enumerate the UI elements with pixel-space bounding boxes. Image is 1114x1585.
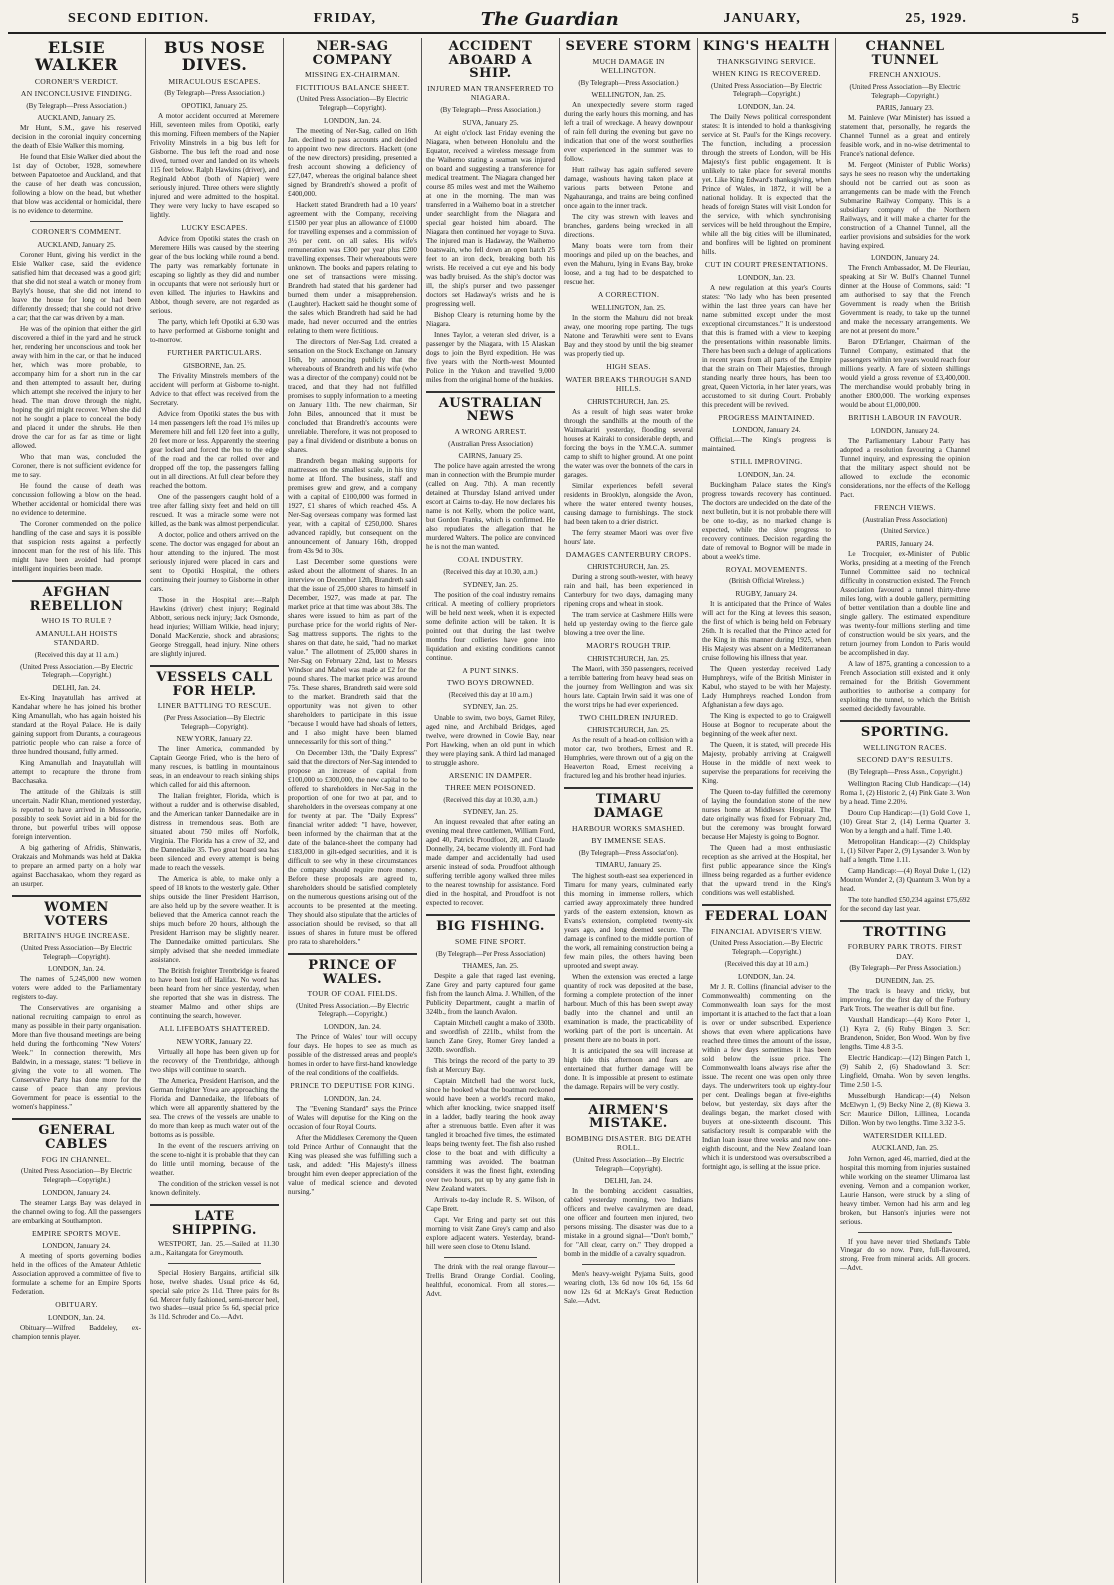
dateline: CHRISTCHURCH, Jan. 25. xyxy=(587,562,670,572)
subheading: SECOND DAY'S RESULTS. xyxy=(857,755,953,765)
page-number: 5 xyxy=(1071,10,1080,27)
credit-line: (By Telegraph—Press Association.) xyxy=(440,105,541,114)
credit-line: (British Official Wireless.) xyxy=(729,577,804,586)
article-paragraph: Baron D'Erlanger, Chairman of the Tunnel Company, estimated that the passengers within ten years would reach four millions yearly. A fare of sixteen shillings would yield a gross revenue of £3,400,000. The merchandise would probably bring in another £800,000. The working expenses would be about £1,000,000. xyxy=(840,338,970,410)
article-paragraph: This brings the record of the party to 39 fish at Mercury Bay. xyxy=(426,1057,555,1075)
subheading: ROYAL MOVEMENTS. xyxy=(725,565,808,574)
subheading: A PUNT SINKS. xyxy=(462,665,519,675)
subheading: FRENCH ANXIOUS. xyxy=(868,70,941,80)
divider xyxy=(150,1204,279,1206)
article-paragraph: M. Fergeot (Minister of Public Works) says he sees no reason why the undertaking should not be carried out as soon as arrangements can be made with the French Submarine Railway Company. This is a subsidiary company of the Northern Railways, and it will make a charter for the construction of a Channel Tunnel, all the earlier provisions and subsidies for the work having expired. xyxy=(840,161,970,251)
article-paragraph: The British freighter Trentbridge is feared to have been lost off Halifax. No word has been heard from her since yesterday, when she reported that she was in distress. The steamer Malmo and other ships are continuing the search, however. xyxy=(150,967,279,1021)
headline: GENERAL CABLES xyxy=(38,1123,115,1153)
headline: FEDERAL LOAN xyxy=(704,909,829,925)
article-paragraph: He found that Elsie Walker died about the 1st day of October, 1928, somewhere between Papatoetoe and Auckland, and that the cause of her death was concussion, following a blow on the head, but whether that blow was accidental or homicidal, there is no evidence to determine. xyxy=(12,153,141,216)
article-paragraph: The meeting of Ner-Sag, called on 16th Jan. declined to pass accounts and decided to appoint two new directors. Hackett (one of the new directors) presiding, presented a fresh account showing a deficiency of £27,047, whereas the original balance sheet signed by Brandreth's showed a profit of £400,000. xyxy=(288,126,417,198)
subheading: FINANCIAL ADVISER'S VIEW. xyxy=(711,926,822,936)
article-paragraph: The Conservatives are organising a national recruiting campaign to enrol as many as possible in their party organisation. More than five thousand meetings are being held during the forthcoming "New Voters' Week." In connection therewith, Mrs Baldwin, in a message, states: "I believe in giving the vote to all women. The Conservative Party has done more for the cause of peace than any previous Government for peace is essential to the women's happiness." xyxy=(12,1004,141,1112)
headline: LATE SHIPPING. xyxy=(172,1208,257,1238)
dateline: GISBORNE, Jan. 25. xyxy=(183,360,246,370)
article-paragraph: On December 13th, the "Daily Express" said that the directors of Ner-Sag intended to propose an increase of capital from £100,000 to £300,000, the new capital to be offered to shareholders in Ner-Sag in the proportion of one for two at par, and to shareholders in the overseas company at one for twenty at par. The "Daily Express" financial writer added: "I have, however, been informed by the chairman that at the date of the balance-sheet the company had £183,000 in gilt-edged securities, and it is difficult to see why in these circumstances the company should require more money. Before these proposals are agreed to, shareholders should be satisfied completely on the numerous questions arising out of the accounts to be presented at the meeting. They should also stipulate that the articles of association should be revised, so that all issues of shares in future must be offered pro rata to shareholders." xyxy=(288,748,417,946)
dateline: CHRISTCHURCH, Jan. 25. xyxy=(587,725,670,735)
subheading: A CORRECTION. xyxy=(597,290,660,300)
divider xyxy=(426,391,555,393)
article-paragraph: Despite a gale that raged last evening, Zane Grey and party captured four game fish from the launch Alma. J. Whillen, of the Publicity Department, caught a marlin of 324lb., from the launch Avalon. xyxy=(426,972,555,1017)
divider xyxy=(702,904,831,906)
credit-line: (Per Press Association—By Electric Telegraph—Copyright). xyxy=(163,713,266,731)
article-paragraph: Arrivals to-day include R. S. Wilson, of Cape Brett. xyxy=(426,1196,555,1214)
article-paragraph: Obituary—Wilfred Baddeley, ex-champion tennis player. xyxy=(12,1324,141,1342)
article-paragraph: After the Middlesex Ceremony the Queen told Prince Arthur of Connaught that the King was pleased she was fulfilling such a task, and added: "His Majesty's illness brought him even deeper appreciation of the value of medical science and devoted nursing." xyxy=(288,1133,417,1196)
credit-line: (By Telegraph—Press Association.) xyxy=(164,89,265,98)
issue-date: 25, 1929. xyxy=(905,11,967,26)
article-paragraph: Similar experiences befell several residents in Brooklyn, alongside the Avon, where the water entered twenty houses, causing damage to furnishings. The stock had been taken to a drier district. xyxy=(564,481,693,526)
headline: VESSELS CALL FOR HELP. xyxy=(156,670,273,699)
subheading: TWO CHILDREN INJURED. xyxy=(578,712,679,722)
dateline: LONDON, January 24. xyxy=(42,1241,111,1251)
credit-line: (United Press Association—By Electric Telegraph—Copyright). xyxy=(572,1155,684,1173)
dateline: RUGBY, January 24. xyxy=(735,589,798,599)
subheading: A WRONG ARREST. xyxy=(454,427,527,437)
subheading: FURTHER PARTICULARS. xyxy=(167,348,262,358)
column-6 xyxy=(698,38,836,1583)
subheading: BOMBING DISASTER. BIG DEATH ROLL. xyxy=(565,1133,692,1153)
article-paragraph: He found the cause of death was concussion following a blow on the head. Whether accidental or homicidal there was no evidence to determine. xyxy=(12,482,141,518)
article-paragraph: One of the passengers caught hold of a tree after falling sixty feet and held on till rescued. It was a miracle some were not killed, as the bank was almost perpendicular. xyxy=(150,493,279,529)
credit-line: (United Press Association—By Electric Telegraph—Copyright.) xyxy=(849,82,961,100)
subheading: SOME FINE SPORT. xyxy=(454,937,527,947)
issue-month: JANUARY, xyxy=(723,11,801,26)
divider xyxy=(840,920,970,922)
article-paragraph: As a result of high seas water broke through the sandhills at the mouth of the Waimakariri yesterday, flooding several houses at Kairaki to considerable depth, and forcing the boys in the Y.M.C.A. summer camp to shift to higher ground. At one point the water was over the bonnets of the cars in garages. xyxy=(564,407,693,479)
article-paragraph: The directors of Ner-Sag Ltd. created a sensation on the Stock Exchange on January 16th, by announcing publicly that the whereabouts of Brandreth and his wife (who was a director of the company) could not be traced, and that they had not fulfilled promises to supply information to a meeting on January 11th. The new chairman, Sir John Biles, announced that it must be concluded that Brandreth's accounts were unreliable. Therefore, it was not proposed to pay a final dividend or distribute a bonus on shares. xyxy=(288,337,417,454)
article-paragraph: The America, President Harrison, and the German freighter Yowa are approaching the Florida and Dannedaike, the lifeboats of which were all apparently shattered by the sea. The crews of the vessels are unable to do more than keep as much water out of the bottoms as is possible. xyxy=(150,1076,279,1139)
article-paragraph: Coroner Hunt, giving his verdict in the Elsie Walker case, said the evidence satisfied him that deceased was a good girl; that she did not steal a watch or money from Bayly's house, that she did not intend to leave the house for long or had been differently dressed; that she could not drive a car; that the car was driven by a man. xyxy=(12,251,141,323)
advertisement: If you have never tried Shetland's Table Vinegar do so now. Pure, full-flavoured, strong. Free from mineral acids. All grocers.—Advt. xyxy=(840,1237,970,1272)
article-paragraph: The position of the coal industry remains critical. A meeting of colliery proprietors will be held next week, when it is expected some definite action will be taken. It is pointed out that during the last twelve months four collieries have gone into liquidation and existing conditions cannot continue. xyxy=(426,590,555,662)
dateline: LONDON, Jan. 24. xyxy=(738,102,795,112)
subheading: TWO BOYS DROWNED. xyxy=(446,678,535,688)
dateline: WELLINGTON, Jan. 25. xyxy=(591,90,666,100)
dateline: AUCKLAND, Jan. 25. xyxy=(871,1143,939,1153)
article-paragraph: An inquest revealed that after eating an evening meal three cattlemen, William Ford, aged 40, Patrick Proudfoot, 28, and Claude Donnelly, 24, became violently ill. Ford had made damper and accidentally had used arsenic instead of soda. Proudfoot although suffering terrible agony walked three miles to the nearest township for assistance. Ford died in the hospital, and Proudfoot is not expected to recover. xyxy=(426,818,555,908)
divider xyxy=(444,1257,537,1258)
subheading: EMPIRE SPORTS MOVE. xyxy=(31,1228,121,1238)
subheading: THREE MEN POISONED. xyxy=(445,783,536,793)
article-paragraph: The Coroner commended on the police handling of the case and says it is possible that suspicion rests against a perfectly innocent man for the rest of his life. This might have been avoided had prompt intelligent inquiries been made. xyxy=(12,520,141,574)
article-paragraph: Advice from Opotiki states the crash on Meremere Hills was caused by the steering gear of the bus locking while round a bend. The party was remarkably fortunate in escaping so lightly as they did and number in occupants that were not seriously hurt or even killed. The injuries to Hawkins and Abbot, though severe, are not regarded as serious. xyxy=(150,235,279,316)
dateline: LONDON, Jan. 24. xyxy=(738,971,795,981)
article-paragraph: In the storm the Mahuru did not break away, one mooring rope parting. The tugs Natone and Terawhiti were sent to Evans Bay and they stood by until the big steamer was properly tied up. xyxy=(564,314,693,359)
subheading: HARBOUR WORKS SMASHED. xyxy=(571,823,685,833)
article-paragraph: Capt. Ver Ering and party set out this morning to visit Zane Grey's camp and also explore adjacent waters. Yesterday, brand-hill were seen close to Otenu Island. xyxy=(426,1216,555,1252)
advertisement: Men's heavy-weight Pyjama Suits, good wearing cloth, 13s 6d now 10s 6d, 15s 6d now 12s 6d at McKay's Great Reduction Sale.—Advt. xyxy=(564,1270,693,1305)
article-paragraph: It is anticipated the sea will increase at high tide this afternoon and fears are entertained that further damage will be done. It is impossible at present to estimate the damage. Repairs will be very costly. xyxy=(564,1046,693,1091)
subheading: BY IMMENSE SEAS. xyxy=(591,836,666,846)
dateline: CHRISTCHURCH, Jan. 25. xyxy=(587,653,670,663)
dateline: SUVA, January 25. xyxy=(462,117,519,127)
divider xyxy=(426,914,555,916)
edition-label: SECOND EDITION. xyxy=(68,11,210,26)
subheading: BRITAIN'S HUGE INCREASE. xyxy=(23,931,130,941)
headline: AUSTRALIAN NEWS xyxy=(438,395,543,425)
credit-line: (By Telegraph—Per Press Association) xyxy=(435,949,546,958)
article-paragraph: During a strong south-wester, with heavy rain and hail, has been experienced in Canterbury for two days, damaging many ripening crops and wheat in stook. xyxy=(564,573,693,609)
credit-line: (Received this day at 10 a.m.) xyxy=(448,690,533,699)
article-paragraph: M. Painleve (War Minister) has issued a statement that, personally, he regards the Channel Tunnel as a great and entirely feasible work, and in no-wise detrimental to France's national defence. xyxy=(840,114,970,159)
article-paragraph: Ex-King Inayatullah has arrived at Kandahar where he has joined his brother King Amanullah, who has again hoisted his standard at the Royal Palace. He is daily gaining support from Durants, a courageous patriotic people who can raise a force of three hundred thousand, fully armed. xyxy=(12,694,141,757)
dateline: LONDON, Jan. 24. xyxy=(738,469,795,479)
credit-line: (By Telegraph—Press Association.) xyxy=(26,101,127,110)
headline: PRINCE OF WALES. xyxy=(308,957,397,987)
subheading: HIGH SEAS. xyxy=(606,362,651,372)
column-7 xyxy=(836,38,974,1583)
subheading: LINER BATTLING TO RESCUE. xyxy=(157,701,272,711)
headline: KING'S HEALTH xyxy=(702,39,831,54)
article-paragraph: John Vernon, aged 46, married, died at the hospital this morning from injuries sustained while working on the steamer Ulimaroa last evening. Vernon and a companion worker, Laurie Hanson, were struck by a sling of heavy timber. Vernon had his arm and leg broken, but Hanson's injuries were not serious. xyxy=(840,1154,970,1226)
dateline: DELHI, Jan. 24. xyxy=(604,1176,653,1186)
headline: TIMARU DAMAGE xyxy=(593,792,664,822)
subheading: TOUR OF COAL FIELDS. xyxy=(307,989,398,999)
credit-line: (Australian Press Association) xyxy=(448,439,533,448)
divider xyxy=(858,1232,952,1233)
article-paragraph: Electric Handicap:—(12) Bingen Patch 1, (9) Sahib 2, (6) Shadowland 3. Scr: Lingfield, Omaha. Won by seven lengths. Time 2.50 1-5. xyxy=(840,1054,970,1089)
article-paragraph: A doctor, police and others arrived on the scene. The doctor was engaged for about an hour attending to the injured. The most seriously injured were placed in cars and sent to Opotiki Hospital, the others continuing their journey to Gisborne in other cars. xyxy=(150,531,279,594)
column-2 xyxy=(146,38,284,1583)
subheading: OBITUARY. xyxy=(55,1300,98,1310)
article-paragraph: Last December some questions were asked about the allotment of shares. In an interview on December 12th, Brandreth said that the issue of 25,000 shares to himself in December, 1927, was made at par. The market price at that time was about 38s. The shares were issued to him as part of the purchase price for the world rights of Ner-Sag mattress supports. The rights to the shares on that date, he said, "had no market value." The allotment of 25,000 shares in Ner-Sag on February 22nd, last to Messrs Windsor and Mabel was made at £2 for the pound shares. The market price was around 75s. These shares, Brandreth said were sold to the market. Brandreth said that the opportunity was not given to other shareholders to participate in this issue "because I would have had shoals of letters, and I also might have been blamed unnecessarily for this sort of thing." xyxy=(288,557,417,746)
divider xyxy=(12,1118,141,1120)
headline: SEVERE STORM xyxy=(565,39,692,54)
dateline: LONDON, Jan. 23. xyxy=(738,272,795,282)
article-paragraph: Musselburgh Handicap:—(4) Nelson McElwyn 1, (9) Becky Nine 2, (8) Kiewa 3. Scr: Maurice Dillon, Lillinea, Locanda Dillon. Won by two lengths. Time 3.32 3-5. xyxy=(840,1092,970,1127)
article-paragraph: A new regulation at this year's Courts states: "No lady who has been presented within the last three years can have her name submitted except under the most exceptional circumstances." It is understood that this is framed with a view to keeping the presentations within reasonable limits. There has been such a deluge of applications in recent years from all parts of the Empire that the strain on Their Majesties, through standing nearly three hours, has been too great, Queen Victoria, in her later years, was accustomed to sit during Court. Probably this precedent will be revived. xyxy=(702,283,831,409)
dateline: LONDON, January 24. xyxy=(732,425,801,435)
credit-line: (Received this day at 10 a.m.) xyxy=(724,959,809,968)
article-paragraph: The Prince of Wales' tour will occupy four days. He hopes to see as much as possible of the distressed areas and people's homes in order to have first-hand knowledge of the real conditions of the coalfields. xyxy=(288,1033,417,1078)
article-paragraph: Brandreth began making supports for mattresses on the smallest scale, in his tiny home at Ilford. The business, staff and premises grew and grew, and a company with a capital of £100,000 was formed in 1927, £1 shares of which reached 45s. A Ner-Sag overseas company was formed last year, with a capital of £250,000. Shares advanced rapidly, but consequent on the announcement of January 16th, dropped from 43s 9d to 30s. xyxy=(288,456,417,555)
headline: ACCIDENT ABOARD A SHIP. xyxy=(448,39,533,82)
subheading: STILL IMPROVING. xyxy=(730,457,803,467)
article-paragraph: The city was strewn with leaves and branches, gardens being wrecked in all directions. xyxy=(564,213,693,240)
article-paragraph: An unexpectedly severe storm raged during the early hours this morning, and has left a trail of wreckage. A heavy downpour of rain fell during the evening but gave no indication that one of the worst southerlies ever experienced in the summer was to follow. xyxy=(564,101,693,164)
headline: SPORTING. xyxy=(860,725,950,741)
credit-line: (United Press Association.—By Electric Telegraph.—Copyright.) xyxy=(20,662,133,680)
article-paragraph: As the result of a head-on collision with a motor car, two brothers, Ernest and R. Humphries, were thrown out of a gig on the Heaverton Road, Ernest receiving a fractured leg and his brother head injuries. xyxy=(564,736,693,781)
subheading: PROGRESS MAINTAINED. xyxy=(718,412,815,422)
article-paragraph: The Daily News political correspondent states: It is intended to hold a thanksgiving service at St. Paul's for the Kings recovery. The function, including a procession through the streets of London, will be His Majesty's first public engagement. It is unlikely to take place for several months yet. Like King Edward's thanksgiving, when Prince of Wales, in 1872, it will be a national holiday. It is expected that the heads of foreign States will visit London for the service, with which synchronising services will be held throughout the Empire, while all the big cities will be illuminated, and bonfires will be lighted on prominent hills. xyxy=(702,113,831,257)
article-paragraph: Mr J. R. Collins (financial adviser to the Commonwealth) commenting on the Commonwealth loan says for the most important it is attached to the fact that a loan is over or under subscribed. Experience shows that even where applications have reached three times the amount of the issue, within a few days sometimes it has been sold below the issue price. The Commonwealth loans always rise after the issue. The recent one was open only three days. The underwriters took up eighty-four per cent. Dealings began at five-eighths below, but yesterday, six days after the dealings began, the market closed with buyers at one-sixteenth discount. This satisfactory result is comparable with the Indian loan issue three weeks and now one-eighth discount, and the New Zealand loan which it is understood was oversubscribed a fortnight ago, is selling at the issue price. xyxy=(702,982,831,1171)
article-paragraph: Who that man was, concluded the Coroner, there is not sufficient evidence for me to say. xyxy=(12,453,141,480)
article-paragraph: The Queen had a most enthusiastic reception as she arrived at the Hospital, her first public appearance since the King's illness being regarded as a further evidence that the upward trend in the King's conditions was well established. xyxy=(702,844,831,898)
dateline: WELLINGTON, Jan. 25. xyxy=(591,302,666,312)
issue-day: FRIDAY, xyxy=(313,11,377,26)
article-paragraph: A law of 1875, granting a concession to a French Association still existed and it only remained for the British Government authorities to authorise a company for exploiting the tunnel, to which the British seemed decidedly favourable. xyxy=(840,660,970,714)
subheading: MUCH DAMAGE IN WELLINGTON. xyxy=(592,56,665,76)
credit-line: (By Telegraph—Per Press Association.) xyxy=(849,964,961,973)
column-1 xyxy=(8,38,146,1583)
subheading: LUCKY ESCAPES. xyxy=(181,222,248,232)
subheading: MAORI'S ROUGH TRIP. xyxy=(586,641,671,651)
headline: WOMEN VOTERS xyxy=(44,900,109,929)
dateline: PARIS, January 23. xyxy=(876,103,934,113)
article-paragraph: Douro Cup Handicap:—(1) Gold Cove 1, (10) Great Star 2, (14) Lerma Quarter 3. Won by a length and a half. Time 1.40. xyxy=(840,808,970,835)
article-paragraph: Unable to swim, two boys, Garnet Riley, aged nine, and Archibald Bridges, aged twelve, were drowned in Cowie Bay, near Port Hawking, when an old punt in which they were playing sank. A third lad managed to struggle ashore. xyxy=(426,713,555,767)
divider xyxy=(12,580,141,582)
article-paragraph: Virtually all hope has been given up for the recovery of the Trentbridge, although two ships will continue to search. xyxy=(150,1047,279,1074)
subheading: CUT IN COURT PRESENTATIONS. xyxy=(704,260,829,270)
divider xyxy=(582,1264,675,1265)
subheading: WATERSIDER KILLED. xyxy=(863,1131,947,1140)
dateline: DELHI, Jan. 24. xyxy=(52,683,101,692)
column-4 xyxy=(422,38,560,1583)
article-paragraph: The party, which left Opotiki at 6.30 was to have performed at Gisborne tonight and to-morrow. xyxy=(150,318,279,345)
subheading: THANKSGIVING SERVICE. xyxy=(717,56,816,66)
article-paragraph: Metropolitan Handicap:—(2) Childsplay 1, (1) Silver Paper 2, (9) Lysander 3. Won by half a length. Time 1.11. xyxy=(840,837,970,864)
article-paragraph: When the extension was erected a large quantity of rock was deposited at the base, forming a complete protection of the inner harbour. Much of this has been swept away badly into the channel and until an examination is made, the practicability of working part of the port is uncertain. At present there are no boats in port. xyxy=(564,972,693,1044)
subheading: MIRACULOUS ESCAPES. xyxy=(168,76,261,86)
subheading: BRITISH LABOUR IN FAVOUR. xyxy=(848,413,962,423)
subheading: COAL INDUSTRY. xyxy=(457,555,524,565)
article-paragraph: It is anticipated that the Prince of Wales will act for the King at levees this season, the first of which is being held on February 26th. It is recalled that the Prince acted for the King in this manner during 1925, when His Majesty was absent on a Mediterranean cruise following his illness that year. xyxy=(702,600,831,663)
article-paragraph: Mr Hunt, S.M., gave his reserved decision in the coronial inquiry concerning the death of Elsie Walker this morning. xyxy=(12,124,141,151)
subheading: ARSENIC IN DAMPER. xyxy=(448,770,533,780)
headline: AIRMEN'S MISTAKE. xyxy=(588,1102,669,1132)
article-paragraph: Le Trocquier, ex-Minister of Public Works, presiding at a meeting of the French Tunnel Committee said no technical difficulty in construction existed. The French Association favoured a tunnel thirty-three miles long, with a double gallery, permitting of better ventilation than a double line and single gallery. The estimated expenditure was twenty-four millions sterling and time of construction would be six years, and the return journey from London to Paris would be accomplished in day. xyxy=(840,550,970,658)
article-paragraph: The Queen, it is stated, will precede His Majesty, probably arriving at Craigwell House in the middle of next week to supervise the preparations for receiving the King. xyxy=(702,741,831,786)
article-paragraph: The Italian freighter, Florida, which is without a rudder and is otherwise disabled, and the American tanker Dannedaike are in distress in tremendous seas. Both are situated about 750 miles off Norfolk, Virginia. The Florida has a crew of 32, and the Dannedaike 35. Two great board sea has been silenced and every attempt is being made to reach the vessels. xyxy=(150,792,279,873)
dateline: DUNEDIN, Jan. 25. xyxy=(875,975,935,985)
subheading: FRENCH VIEWS. xyxy=(874,503,936,513)
columns xyxy=(8,38,1106,1583)
dateline: THAMES, Jan. 25. xyxy=(462,961,519,971)
subheading: CORONER'S COMMENT. xyxy=(31,227,122,237)
article-paragraph: At eight o'clock last Friday evening the Niagara, when between Honolulu and the Equator, received a wireless message from the Waihemo stating a seaman was injured on board and suggesting a transference for medical treatment. The Niagara changed her course 85 miles west and met the Waihemo at one in the morning. The man was transferred in a Waihemo boat in a stretcher under searchlight from the Niagara and special gear hoisted him aboard. The Niagara then continued her voyage to Suva. The injured man is Hadaway, the Waihemo boatswain, who fell down an open hatch 25 feet to an iron deck, breaking both his wrists. He received a cut eye and his body was badly bruised. As the ship's doctor was ill, the ship's purser and two passenger doctors set Hadaway's wrists and he is progressing well. xyxy=(426,128,555,308)
subheading: FICTITIOUS BALANCE SHEET. xyxy=(295,82,410,92)
article-paragraph: The Queen to-day fulfilled the ceremony of laying the foundation stone of the new nurses home at Middlesex Hospital. The date originally was fixed for February 2nd, but the ceremony was brought forward because Her Majesty is going to Bognor. xyxy=(702,788,831,842)
headline: AFGHAN REBELLION xyxy=(29,585,124,614)
subheading: ALL LIFEBOATS SHATTERED. xyxy=(159,1024,270,1034)
dateline: NEW YORK, January 22. xyxy=(176,1036,253,1046)
subheading: WATER BREAKS THROUGH SAND HILLS. xyxy=(565,374,692,394)
dateline: SYDNEY, Jan. 25. xyxy=(463,702,518,712)
article-paragraph: The Queen yesterday received Lady Humphreys, wife of the British Minister in Kabul, who stayed to be with her Majesty. Lady Humphreys reached London from Afghanistan a few days ago. xyxy=(702,665,831,710)
subheading: PRINCE TO DEPUTISE FOR KING. xyxy=(290,1081,415,1091)
subheading: WELLINGTON RACES. xyxy=(863,742,947,752)
credit-line: (Australian Press Association) xyxy=(862,515,948,524)
article-paragraph: Advice from Opotiki states the bus with 14 men passengers left the road 1½ miles up Meremere hill and fell 120 feet into a gully, 20 feet more or less. Apparently the steering gear locked and forced the bus to the edge of the road and the car rolled over and dropped off the top, the passengers falling out in all directions. At full clear before they reached the bottom. xyxy=(150,410,279,491)
article-paragraph: The liner America, commanded by Captain George Fried, who is the hero of many rescues, is battling in mountainous seas, in an endeavour to reach sinking ships which called for aid this afternoon. xyxy=(150,745,279,790)
article-paragraph: Those in the Hospital are:—Ralph Hawkins (driver) chest injury; Reginald Abbott, serious neck injury; Jack Osmonde, head injuries; William Wilkie, head injury; Donald MacKenzie, shock and abrasions; George Streggall, head injury. Nine others are slightly injured. xyxy=(150,596,279,659)
column-5 xyxy=(560,38,698,1583)
dateline: LONDON, Jan. 24. xyxy=(48,1312,105,1322)
dateline: CAIRNS, January 25. xyxy=(458,451,523,461)
article-paragraph: The highest south-east sea experienced in Timaru for many years, culminated early this morning in immense rollers, which carried away approximately three hundred yards of the eastern extension, known as Evans's extension, completed twenty-six years ago, and long deemed secure. The damage is confined to the middle portion of the work, all remaining construction being a few main piles, the others having been uprooted and swept away. xyxy=(564,871,693,970)
dateline: LONDON, January 24. xyxy=(870,253,940,263)
dateline: LONDON, Jan. 24. xyxy=(324,1022,381,1032)
article-paragraph: King Amanullah and Inayatullah will attempt to recapture the throne from Bacchasaka. xyxy=(12,759,141,786)
headline: TROTTING xyxy=(863,924,947,940)
credit-line: (By Telegraph—Press Assn., Copyright.) xyxy=(847,767,963,776)
article-paragraph: The police have again arrested the wrong man in connection with the Brumpie murder (called on Aug. 7th). A man recently detained at Thursday Island arrived under escort at Cairns to-day. He now declares his name is not Kelly, whom the police want, but Gordon Franks, which is confirmed. He also repudiates the allegation that he murdered Walters. The police are convinced he is not the man wanted. xyxy=(426,462,555,552)
dateline: LONDON, January 24. xyxy=(870,425,940,435)
article-paragraph: Hutt railway has again suffered severe damage, washouts having taken place at various parts between Petone and Ngahauranga, and trains are being confined once again to the inner track. xyxy=(564,166,693,211)
article-paragraph: The names of 5,245,000 new women voters were added to the Parliamentary registers to-day. xyxy=(12,975,141,1002)
column-3 xyxy=(284,38,422,1583)
credit-line: (United Press Association.—By Electric Telegraph.—Copyright.) xyxy=(296,1001,409,1019)
article-paragraph: Captain Mitchell had the worst luck, since he hooked what the boatman reckoned would have been a world's record mako, which after knocking, twice snapped itself in a ladder, badly tearing the hook away after a strenuous battle. Even after it was tangled it broached five times, the estimated leaps being twenty feet. The fish also rushed close to the boat and with difficulty a ramming was avoided. The boatman considers it was the finest fight, extending over two hours, put up by any game fish in New Zealand waters. xyxy=(426,1077,555,1194)
headline: BUS NOSE DIVES. xyxy=(164,38,265,74)
divider xyxy=(840,720,970,722)
subheading: WHO IS TO RULE ? xyxy=(41,616,112,626)
divider xyxy=(30,221,123,222)
article-paragraph: The attitude of the Ghilzais is still uncertain. Nadir Khan, mentioned yesterday, is reported to have arrived in Mussoorie, possibly to seek Soviet aid in a bid for the throne, but powerful tribes will oppose foreign intervention. xyxy=(12,788,141,842)
article-paragraph: The "Evening Standard" says the Prince of Wales will deputise for the King on the occasion of four Royal Courts. xyxy=(288,1104,417,1131)
subheading: DAMAGES CANTERBURY CROPS. xyxy=(565,549,692,559)
article-paragraph: The Frivality Minstrels members of the accident will perform at Gisborne to-night. Advice to that effect was received from the Secretary. xyxy=(150,372,279,408)
article-paragraph: A big gathering of Afridis, Shinwaris, Orakzais and Mohmands was held at Dakka to prepare an armed party on a holy war against Bacchasakao, whom they regard as an usurper. xyxy=(12,844,141,889)
article-paragraph: In the bombing accident casualties, cabled yesterday morning, two Indians officers and twelve cavalrymen are dead, one officer and fourteen men injured, two persons missing. The disaster was due to a mistake in a ground signal—"Don't bomb," for "All clear, carry on." They dropped a bomb in the middle of a cavalry squadron. xyxy=(564,1187,693,1259)
article-paragraph: Hackett stated Brandreth had a 10 years' agreement with the Company, receiving £1500 per year plus an allowance of £1000 for travelling expenses and a commission of 3½ per cent. on all sales. His wife's remuneration was £300 per year plus £200 travelling expenses. Their whereabouts were unknown. The books and papers relating to one set of transactions were missing. Brandreth had stated that his gardener had burned them under a misapprehension. (Laughter). Hackett said he thought some of the sales which Brandreth had said he had made, had never occurred and the entries relating to them were fictitious. xyxy=(288,200,417,335)
subheading: FORBURY PARK TROTS. FIRST DAY. xyxy=(847,942,963,961)
article-paragraph: The tote handled £50,234 against £75,692 for the second day last year. xyxy=(840,895,970,913)
divider xyxy=(12,895,141,897)
divider xyxy=(288,953,417,955)
subheading: WHEN KING IS RECOVERED. xyxy=(712,69,821,79)
dateline: SYDNEY, Jan. 25. xyxy=(463,807,518,817)
article-paragraph: Camp Handicap:—(4) Royal Duke 1, (12) Mouton Wonder 2, (3) Quantum 3. Won by a head. xyxy=(840,866,970,893)
dateline: AUCKLAND, January 25. xyxy=(37,239,116,249)
article-paragraph: In the event of the rescuers arriving on the scene to-night it is probable that they can do little until morning, because of the weather. xyxy=(150,1141,279,1177)
article-paragraph: The America is able, to make only a speed of 18 knots to the westerly gale. Other ships outside the liner President Harrison, are also held up by the severe weather. It is believed that the America cannot reach the ships much before 20 hours, although the President Harrison may be slightly nearer. The Dannedaike omitted particulars. She simply advised that she needed immediate assistance. xyxy=(150,875,279,965)
dateline: LONDON, Jan. 24. xyxy=(48,964,105,974)
headline: BIG FISHING. xyxy=(436,919,545,935)
credit-line: (United Service.) xyxy=(880,527,930,536)
credit-line: (By Telegraph—Press Associat'on). xyxy=(578,848,679,857)
article-paragraph: Buckingham Palace states the King's progress towards recovery has continued. The doctors are undecided on the date of the next bulletin, but it is not probable there will be one to-day, as no marked change is expected, while the slow progress to recovery continues. Decision regarding the date of removal to Bognor will be made in about a week's time. xyxy=(702,481,831,561)
dateline: CHRISTCHURCH, Jan. 25. xyxy=(587,396,670,406)
credit-line: (Received this day at 10.30, a.m.) xyxy=(443,795,538,804)
subheading: AMANULLAH HOISTS STANDARD. xyxy=(35,628,118,648)
dateline: LONDON, January 24. xyxy=(42,1187,111,1197)
masthead xyxy=(8,6,1106,34)
advertisement: Special Hosiery Bargains, artificial silk hose, twelve shades. Usual price 4s 6d, special sale price 2s 11d. Three pairs for 8s 6d. Mercer fully fashioned, semi-mercer heel, two shades—usual price 5s 6d, special price 3s 11d. Schroder and Co.—Advt. xyxy=(150,1269,279,1322)
article-paragraph: WESTPORT, Jan. 25.—Sailed at 11.30 a.m., Kaitangata for Greymouth. xyxy=(150,1240,279,1258)
article-paragraph: The tram service at Cashmere Hills were held up yesterday owing to the fierce gale blowing a tree over the line. xyxy=(564,611,693,638)
advertisement: The drink with the real orange flavour—Trellis Brand Orange Cordial. Cooling, healthful, economical. From all stores.—Advt. xyxy=(426,1263,555,1298)
article-paragraph: Official.—The King's progress is maintained. xyxy=(702,436,831,454)
article-paragraph: The Parliamentary Labour Party has adopted a resolution favouring a Channel Tunnel inquiry, and expressing the opinion that the military aspect should not be allowed to exclude the economic considerations, nor the effects of the Kellogg Pact. xyxy=(840,437,970,500)
headline: ELSIE WALKER xyxy=(34,38,118,74)
dateline: NEW YORK, January 22. xyxy=(176,734,253,744)
credit-line: (United Press Association.—By Electric Telegraph.—Copyright.) xyxy=(710,939,823,957)
divider xyxy=(564,1098,693,1100)
dateline: SYDNEY, Jan. 25. xyxy=(463,579,518,589)
credit-line: (United Press Association—By Electric Telegraph—Copyright.) xyxy=(20,1167,132,1184)
article-paragraph: Innes Taylor, a veteran sled driver, is a passenger by the Niagara, with 15 Alaskan dogs to join the Byrd expedition. He was five years with the North-west Mounted Police in the Yukon and travelled 9,000 miles from the original home of the huskies. xyxy=(426,330,555,384)
article-paragraph: Many boats were torn from their moorings and piled up on the beaches, and even the Mahuru, lying in Evans Bay, broke loose, and a tug had to be despatched to rescue her. xyxy=(564,242,693,287)
article-paragraph: The track is heavy and tricky, but improving, for the first day of the Forbury Park Trots. The weather is dull but fine. xyxy=(840,987,970,1013)
subheading: CORONER'S VERDICT. xyxy=(34,76,119,86)
article-paragraph: The condition of the stricken vessel is not known definitely. xyxy=(150,1179,279,1197)
dateline: OPOTIKI, January 25. xyxy=(181,100,248,110)
dateline: TIMARU, January 25. xyxy=(595,860,662,870)
article-paragraph: Captain Mitchell caught a mako of 330lb. and swordfish of 221lb., whilst from the launch Zane Grey, Romer Grey landed a 320lb. swordfish. xyxy=(426,1019,555,1055)
dateline: AUCKLAND, January 25. xyxy=(37,113,116,123)
credit-line: (Received this day at 10.30, a.m.) xyxy=(443,567,538,576)
article-paragraph: Vauxhall Handicap:—(4) Koro Peter 1, (1) Kyra 2, (6) Ruby Bingen 3. Scr: Brandenon, Snider, Bon Wood. Won by five lengths. Time 4.8 3-5. xyxy=(840,1016,970,1051)
article-paragraph: The Maori, with 350 passengers, received a terrible battering from heavy head seas on the journey from Wellington and was six hours late. Captain Irwin said it was one of the worst trips he had ever experienced. xyxy=(564,664,693,709)
divider xyxy=(150,665,279,667)
article-paragraph: The King is expected to go to Craigwell House at Bognor to recuperate about the beginning of the week after next. xyxy=(702,712,831,739)
article-paragraph: Bishop Cleary is returning home by the Niagara. xyxy=(426,310,555,328)
subheading: MISSING EX-CHAIRMAN. xyxy=(304,70,401,80)
headline: NER-SAG COMPANY xyxy=(312,39,393,68)
article-paragraph: He was of the opinion that either the girl discovered a thief in the yard and he struck her, rendering her unconscious and took her away with him in the car, or that he induced her, which was more probable, to accompany him for a short run in the car and then attempted to assault her, during which attempt she received the injury to her head. The man drove through the night, hoping the girl might recover. When she did not he sought a place to conceal the body and placed it under the shrubs. He then drove the car for as far as time or light allowed. xyxy=(12,325,141,451)
subheading: FOG IN CHANNEL. xyxy=(41,1154,112,1164)
credit-line: (United Press Association—By Electric Telegraph—Copyright.) xyxy=(710,81,822,99)
divider xyxy=(564,787,693,789)
credit-line: (Received this day at 11 a.m.) xyxy=(34,650,119,659)
dateline: LONDON, Jan. 24. xyxy=(324,115,381,125)
article-paragraph: A motor accident occurred at Meremere Hill, seventeen miles from Opotiki, early this morning. Fifteen members of the Napier Frivolity Minstrels in a big bus left for Gisborne. The bus left the road and nose dived, turned over and landed on its wheels 115 feet below. Ralph Hawkins (driver), and Reginald Abbot (both of Napier) were seriously injured. Three others were slightly injured and were admitted to the hospital. They were very lucky to have escaped so lightly. xyxy=(150,111,279,219)
headline: CHANNEL TUNNEL xyxy=(865,39,945,68)
newspaper-title: The Guardian xyxy=(480,8,619,30)
article-paragraph: A meeting of sports governing bodies held in the offices of the Amateur Athletic Association approved a committee of five to formulate a scheme for an Empire Sports Federation. xyxy=(12,1252,141,1297)
article-paragraph: The French Ambassador, M. De Fleuriau, speaking at Sir W. Bull's Channel Tunnel dinner at the House of Commons, said: "I am authorised to say that the French Government is ready when the British Government is ready, to take up the tunnel and make the necessary arrangements. We are not at present do more." xyxy=(840,264,970,336)
subheading: AN INCONCLUSIVE FINDING. xyxy=(20,89,133,99)
article-paragraph: The steamer Largs Bay was delayed in the channel owing to fog. All the passengers are embarking at Southampton. xyxy=(12,1198,141,1225)
divider xyxy=(168,1263,261,1264)
dateline: PARIS, January 24. xyxy=(876,539,934,549)
subheading: INJURED MAN TRANSFERRED TO NIAGARA. xyxy=(427,83,554,103)
dateline: LONDON, Jan. 24. xyxy=(324,1093,381,1103)
credit-line: (United Press Association—By Electric Telegraph—Copyright). xyxy=(20,943,132,961)
credit-line: (United Press Association—By Electric Telegraph—Copyright). xyxy=(296,95,408,112)
article-paragraph: Wellington Racing Club Handicap:—(14) Roma 1, (2) Historic 2, (4) Pink Gate 3. Won by a head. Time 2.20½. xyxy=(840,779,970,806)
article-paragraph: The ferry steamer Maori was over five hours' late. xyxy=(564,528,693,546)
credit-line: (By Telegraph—Press Association.) xyxy=(578,78,679,87)
